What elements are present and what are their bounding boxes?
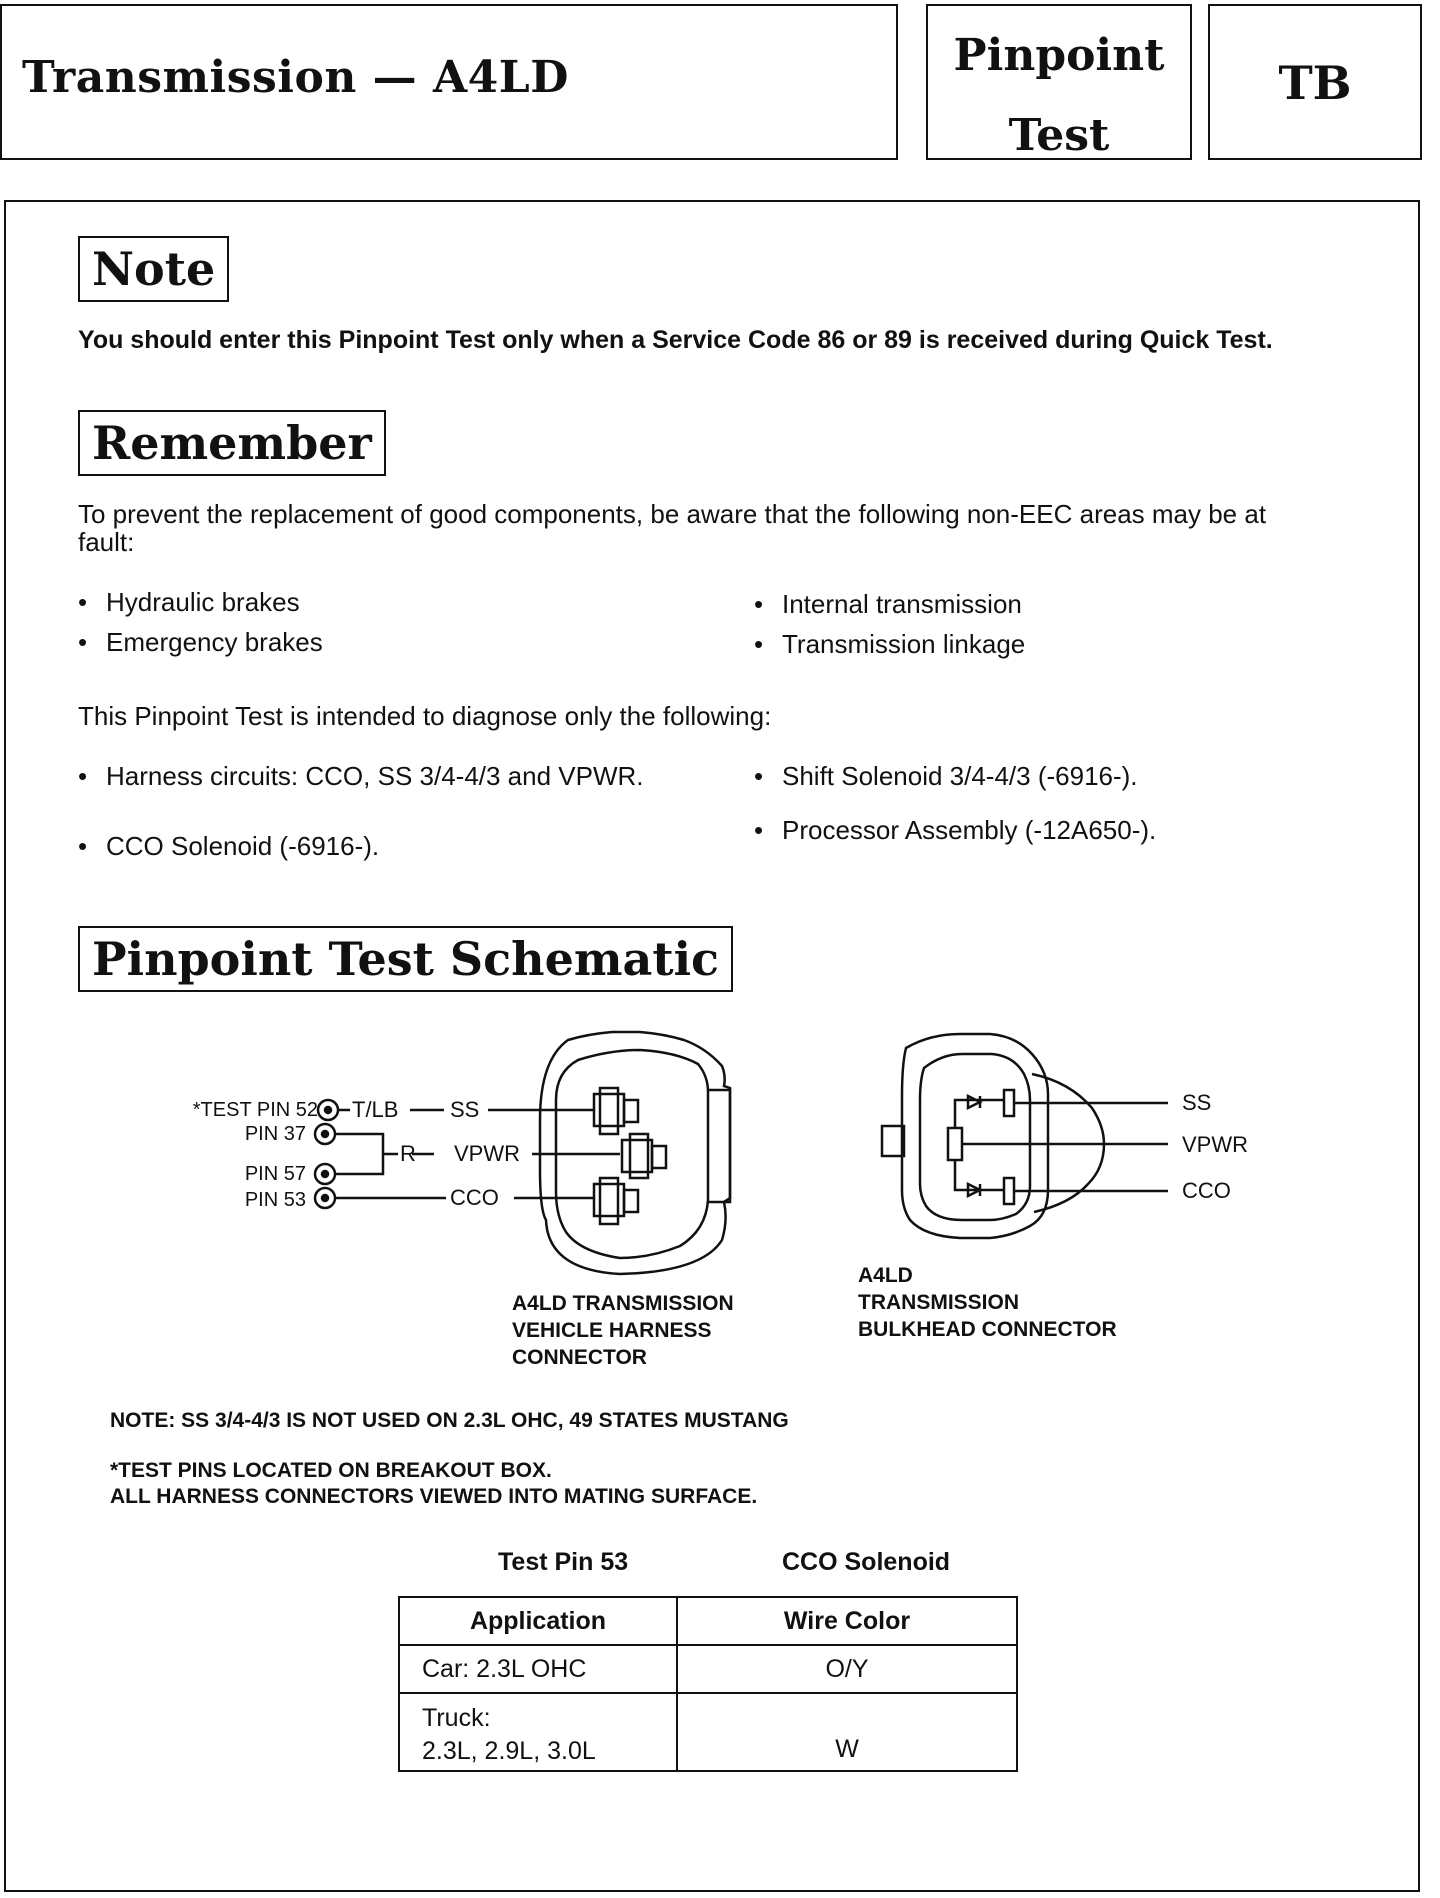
wire-cco-label: CCO — [450, 1185, 499, 1210]
list-item: • Processor Assembly (-12A650-). — [754, 816, 1156, 844]
list-item: • Internal transmission — [754, 590, 1022, 618]
note-heading: Note — [78, 236, 229, 302]
remember-heading: Remember — [78, 410, 386, 476]
header-pinpoint-box — [926, 4, 1192, 160]
list-item: • Shift Solenoid 3/4-4/3 (-6916-). — [754, 762, 1138, 790]
bulkhead-cco-label: CCO — [1182, 1178, 1231, 1203]
bulkhead-caption-line2: TRANSMISSION — [858, 1291, 1020, 1314]
vehicle-connector-caption-line1: A4LD TRANSMISSION — [512, 1292, 734, 1315]
header-title-box — [0, 4, 898, 160]
wire-ss-label: SS — [450, 1097, 480, 1122]
table-caption-solenoid: CCO Solenoid — [782, 1548, 951, 1576]
test-code: TB — [1278, 56, 1352, 110]
wire-vpwr-label: VPWR — [454, 1141, 520, 1166]
schematic-heading: Pinpoint Test Schematic — [78, 926, 733, 992]
schematic-note-test-pins: *TEST PINS LOCATED ON BREAKOUT BOX. — [110, 1459, 552, 1482]
table-row — [399, 1693, 1017, 1771]
bulkhead-caption-line3: BULKHEAD CONNECTOR — [858, 1318, 1117, 1341]
list-item: • Hydraulic brakes — [78, 588, 300, 616]
diagnose-intro: This Pinpoint Test is intended to diagnose only the following: — [78, 701, 772, 731]
list-item: • Harness circuits: CCO, SS 3/4-4/3 and VPWR. — [78, 762, 676, 790]
truck-engines: 2.3L, 2.9L, 3.0L — [422, 1737, 596, 1765]
test-pin-52-terminal — [318, 1100, 338, 1120]
wire-tlb-label: T/LB — [352, 1097, 399, 1122]
wire-color-table — [398, 1596, 1018, 1772]
test-pin-52-label: *TEST PIN 52 — [192, 1099, 318, 1121]
remember-intro: To prevent the replacement of good components, be aware that the following non-EEC areas may be at fault: — [78, 499, 1267, 557]
table-cell-wire-color: O/Y — [677, 1645, 1017, 1693]
table-row — [399, 1645, 1017, 1693]
pin-57-terminal — [315, 1164, 335, 1184]
list-item: • Emergency brakes — [78, 628, 323, 656]
pin-37-terminal — [315, 1124, 335, 1144]
note-text: You should enter this Pinpoint Test only when a Service Code 86 or 89 is received during Quick Test. — [78, 326, 1273, 354]
pin-53-label: PIN 53 — [244, 1189, 306, 1211]
bulkhead-ss-label: SS — [1182, 1090, 1212, 1115]
pin-53-terminal — [315, 1188, 335, 1208]
table-cell-application — [399, 1693, 677, 1771]
header-code-box — [1208, 4, 1422, 160]
vehicle-connector-caption-line3: CONNECTOR — [512, 1346, 647, 1369]
pin-57-label: PIN 57 — [244, 1163, 306, 1185]
truck-label: Truck: — [422, 1704, 491, 1732]
vehicle-connector-caption-line2: VEHICLE HARNESS — [512, 1319, 712, 1342]
schematic-note-ss: NOTE: SS 3/4-4/3 IS NOT USED ON 2.3L OHC, 49 STATES MUSTANG — [110, 1409, 789, 1432]
table-cell-wire-color: W — [677, 1693, 1017, 1771]
bulkhead-vpwr-label: VPWR — [1182, 1132, 1248, 1157]
table-cell-application: Car: 2.3L OHC — [399, 1645, 677, 1693]
page-title: Transmission — A4LD — [22, 52, 569, 103]
list-item: • Transmission linkage — [754, 630, 1025, 658]
bulkhead-caption-line1: A4LD — [858, 1264, 913, 1287]
table-header-row — [399, 1597, 1017, 1645]
pinpoint-label-line1: Pinpoint — [953, 30, 1165, 81]
column-header-application: Application — [399, 1597, 677, 1645]
list-item: • CCO Solenoid (-6916-). — [78, 832, 379, 860]
wire-r-label: R — [400, 1141, 416, 1166]
pinpoint-label-line2: Test — [1008, 110, 1110, 161]
table-caption-test-pin: Test Pin 53 — [498, 1548, 629, 1576]
schematic-note-viewing: ALL HARNESS CONNECTORS VIEWED INTO MATING SURFACE. — [110, 1485, 758, 1508]
pin-37-label: PIN 37 — [244, 1123, 306, 1145]
pinpoint-schematic-diagram — [0, 1020, 1440, 1380]
column-header-wire-color: Wire Color — [677, 1597, 1017, 1645]
